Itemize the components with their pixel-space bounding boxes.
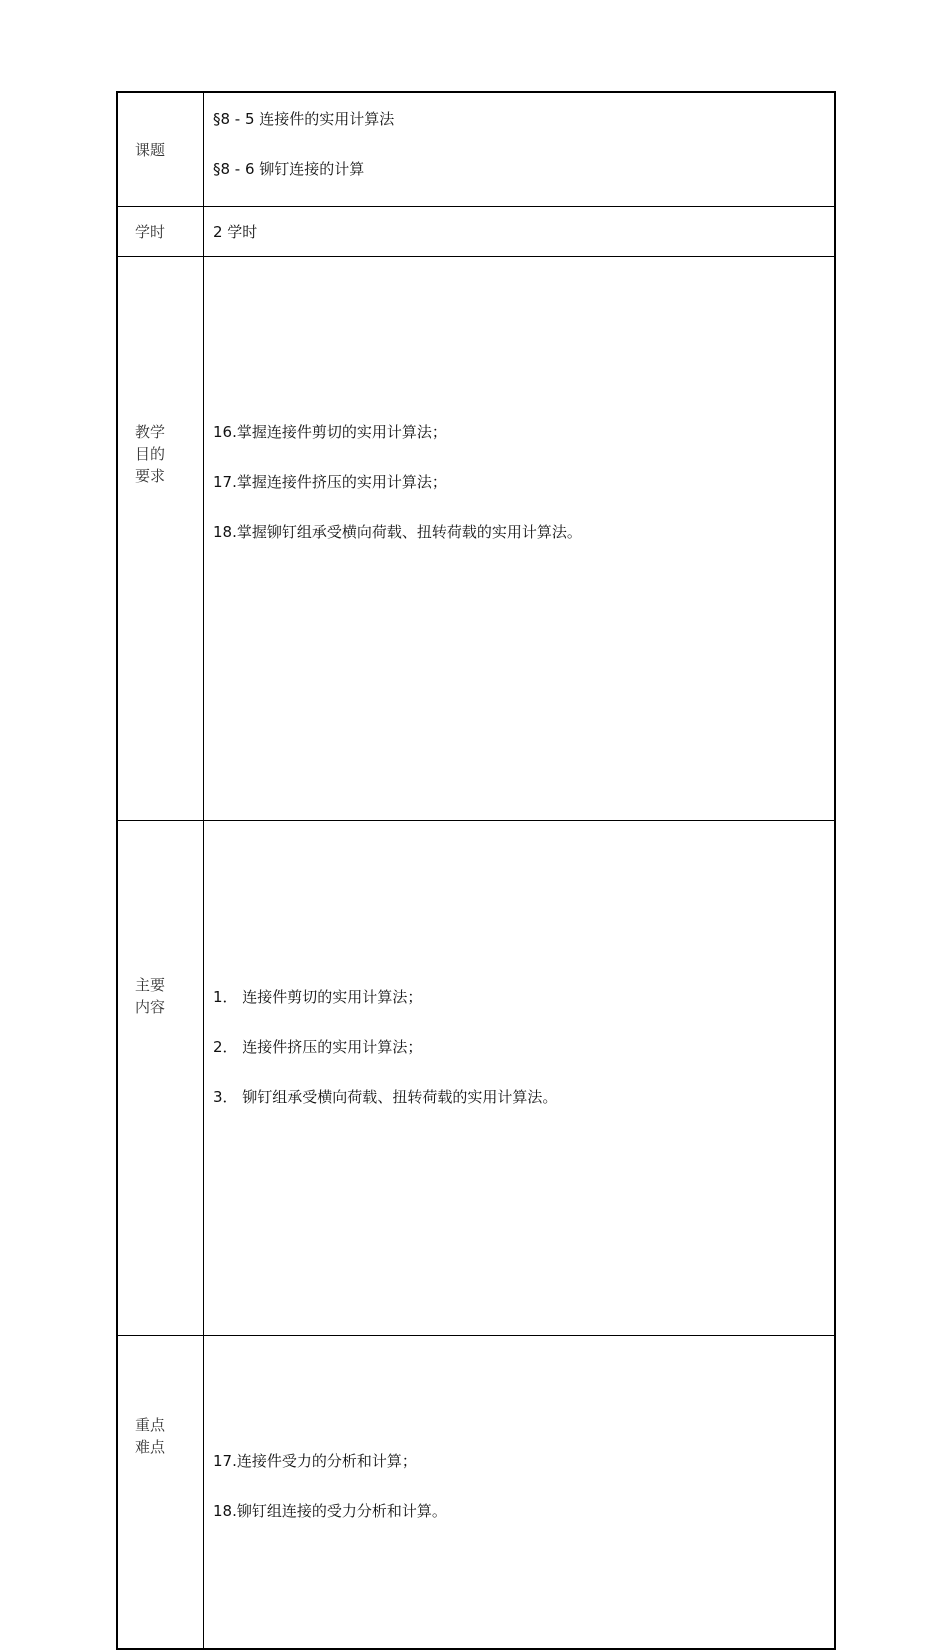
topic-label: 课题 <box>135 140 166 159</box>
main-label-part: 内容 <box>135 998 166 1016</box>
main-label-part: 主要 <box>135 976 166 994</box>
key-points-row <box>117 1336 835 1650</box>
goals-label-part: 要求 <box>135 467 166 485</box>
key-label-cell <box>117 1336 204 1650</box>
goals-row <box>117 257 835 821</box>
goals-label-part: 教学 <box>135 423 166 441</box>
key-content-cell <box>204 1336 836 1650</box>
goal-item: 17.掌握连接件挤压的实用计算法； <box>213 473 447 491</box>
main-label-cell <box>117 821 204 1336</box>
topic-content-cell <box>204 92 836 207</box>
topic-row <box>117 92 835 207</box>
main-item: 1． 连接件剪切的实用计算法； <box>213 988 423 1006</box>
lesson-plan-table <box>116 91 836 1650</box>
key-label-part: 难点 <box>135 1438 166 1456</box>
hours-content-cell <box>204 207 836 257</box>
key-item: 18.铆钉组连接的受力分析和计算。 <box>213 1502 447 1520</box>
hours-label: 学时 <box>135 222 166 241</box>
topic-label-cell <box>117 92 204 207</box>
key-item: 17.连接件受力的分析和计算； <box>213 1452 417 1470</box>
main-content-cell <box>204 821 836 1336</box>
hours-value: 2 学时 <box>213 222 258 241</box>
main-item: 2． 连接件挤压的实用计算法； <box>213 1038 423 1056</box>
goal-item: 16.掌握连接件剪切的实用计算法； <box>213 423 447 441</box>
topic-line: §8 - 6 铆钉连接的计算 <box>213 160 365 178</box>
hours-row <box>117 207 835 257</box>
topic-line: §8 - 5 连接件的实用计算法 <box>213 110 395 128</box>
key-label-part: 重点 <box>135 1416 166 1434</box>
goals-content-cell <box>204 257 836 821</box>
hours-label-cell <box>117 207 204 257</box>
main-content-row <box>117 821 835 1336</box>
main-item: 3． 铆钉组承受横向荷载、扭转荷载的实用计算法。 <box>213 1088 558 1106</box>
goals-label-cell <box>117 257 204 821</box>
goal-item: 18.掌握铆钉组承受横向荷载、扭转荷载的实用计算法。 <box>213 523 582 541</box>
goals-label-part: 目的 <box>135 445 166 463</box>
